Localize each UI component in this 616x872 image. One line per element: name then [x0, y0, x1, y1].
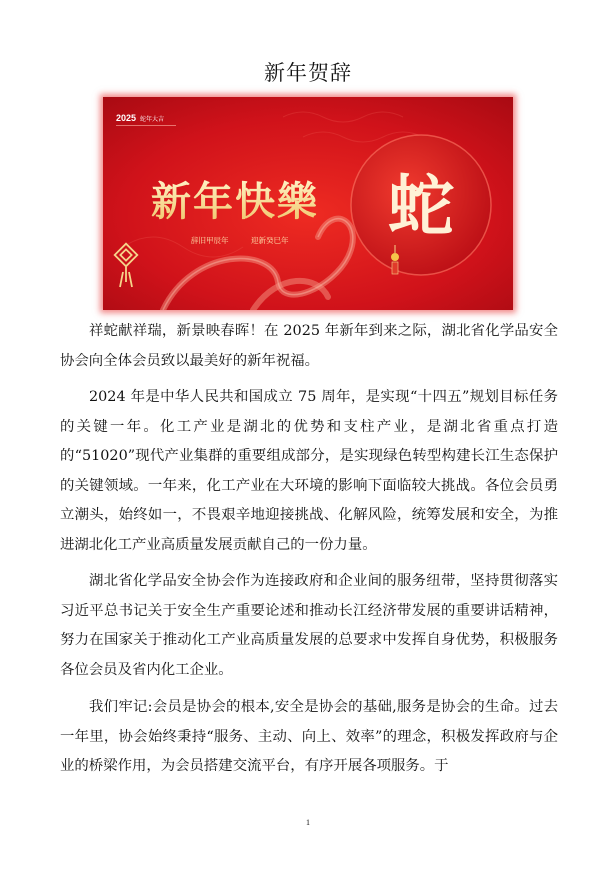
new-year-banner — [103, 97, 513, 310]
subline-left: 辞旧甲辰年 — [191, 236, 229, 245]
paragraph-service-principles: 我们牢记:会员是协会的根本,安全是协会的基础,服务是协会的生命。过去一年里，协会始终秉持“服务、主动、向上、效率”的理念，积极发挥政府与企业的桥梁作用，为会员搭建交流平台，有序开展各项服务。于 — [60, 699, 558, 774]
banner-image — [103, 97, 513, 310]
subline-right: 迎新癸巳年 — [251, 236, 289, 245]
snake-glyph: 蛇 — [388, 167, 454, 245]
badge-tag: 蛇年大吉 — [140, 116, 165, 123]
paragraph-greeting: 祥蛇献祥瑞，新景映春晖！在 2025 年新年到来之际，湖北省化学品安全协会向全体会员致以最美好的新年祝福。 — [60, 323, 558, 369]
paragraph-association-role: 湖北省化学品安全协会作为连接政府和企业间的服务纽带，坚持贯彻落实习近平总书记关于安全生产重要论述和推动长江经济带发展的重要讲话精神，努力在国家关于推动化工产业高质量发展的总要求中发挥自身优势，积极服务各位会员及省内化工企业。 — [60, 573, 558, 678]
page-title: 新年贺辞 — [264, 61, 352, 85]
paragraph-2024-review: 2024 年是中华人民共和国成立 75 周年，是实现“十四五”规划目标任务的关键一年。化工产业是湖北的优势和支柱产业，是湖北省重点打造的“51020”现代产业集群的重要组成部分，是实现绿色转型构建长江生态保护的关键领域。一年来，化工产业在大环境的影响下面临较大挑战。各位会员勇立潮头，始终如一，不畏艰辛地迎接挑战、化解风险，统筹发展和安全，为推进湖北化工产业高质量发展贡献自己的一份力量。 — [60, 389, 558, 553]
page-number: 1 — [306, 818, 310, 827]
headline: 新年快樂 — [151, 178, 319, 225]
year-badge: 2025 — [116, 113, 137, 123]
